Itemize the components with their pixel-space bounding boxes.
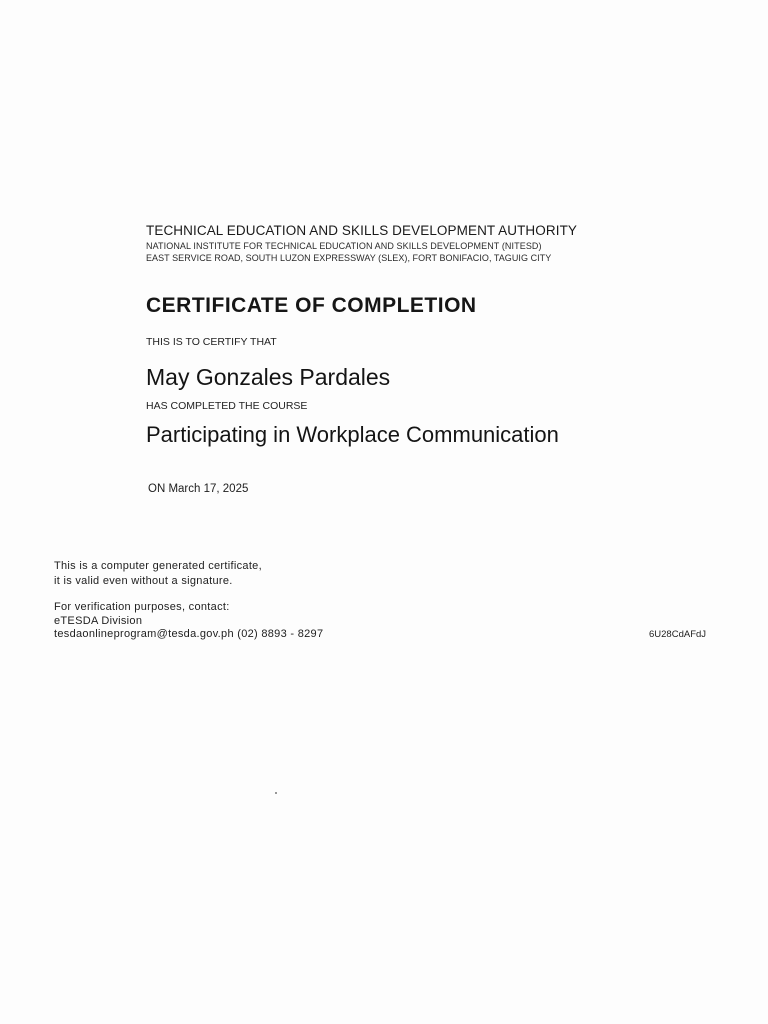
recipient-name: May Gonzales Pardales [146,364,391,390]
contact-info: tesdaonlineprogram@tesda.gov.ph (02) 8893 - 8297 [54,628,324,640]
institute-address: EAST SERVICE ROAD, SOUTH LUZON EXPRESSWAY (SLEX), FORT BONIFACIO, TAGUIG CITY [146,253,552,263]
certificate-title: CERTIFICATE OF COMPLETION [146,294,477,317]
completion-date: ON March 17, 2025 [148,483,249,495]
division-name: eTESDA Division [54,615,143,627]
certify-text: THIS IS TO CERTIFY THAT [146,336,277,348]
institute-name: NATIONAL INSTITUTE FOR TECHNICAL EDUCATION AND SKILLS DEVELOPMENT (NITESD) [146,241,542,251]
validity-note: it is valid even without a signature. [54,575,233,587]
certificate-code: 6U28CdAFdJ [649,629,707,640]
organization-name: TECHNICAL EDUCATION AND SKILLS DEVELOPMENT AUTHORITY [146,223,578,238]
scan-speck [275,792,277,794]
completed-text: HAS COMPLETED THE COURSE [146,400,308,412]
computer-generated-note: This is a computer generated certificate, [54,560,262,572]
course-name: Participating in Workplace Communication [146,422,559,447]
verification-label: For verification purposes, contact: [54,601,230,613]
